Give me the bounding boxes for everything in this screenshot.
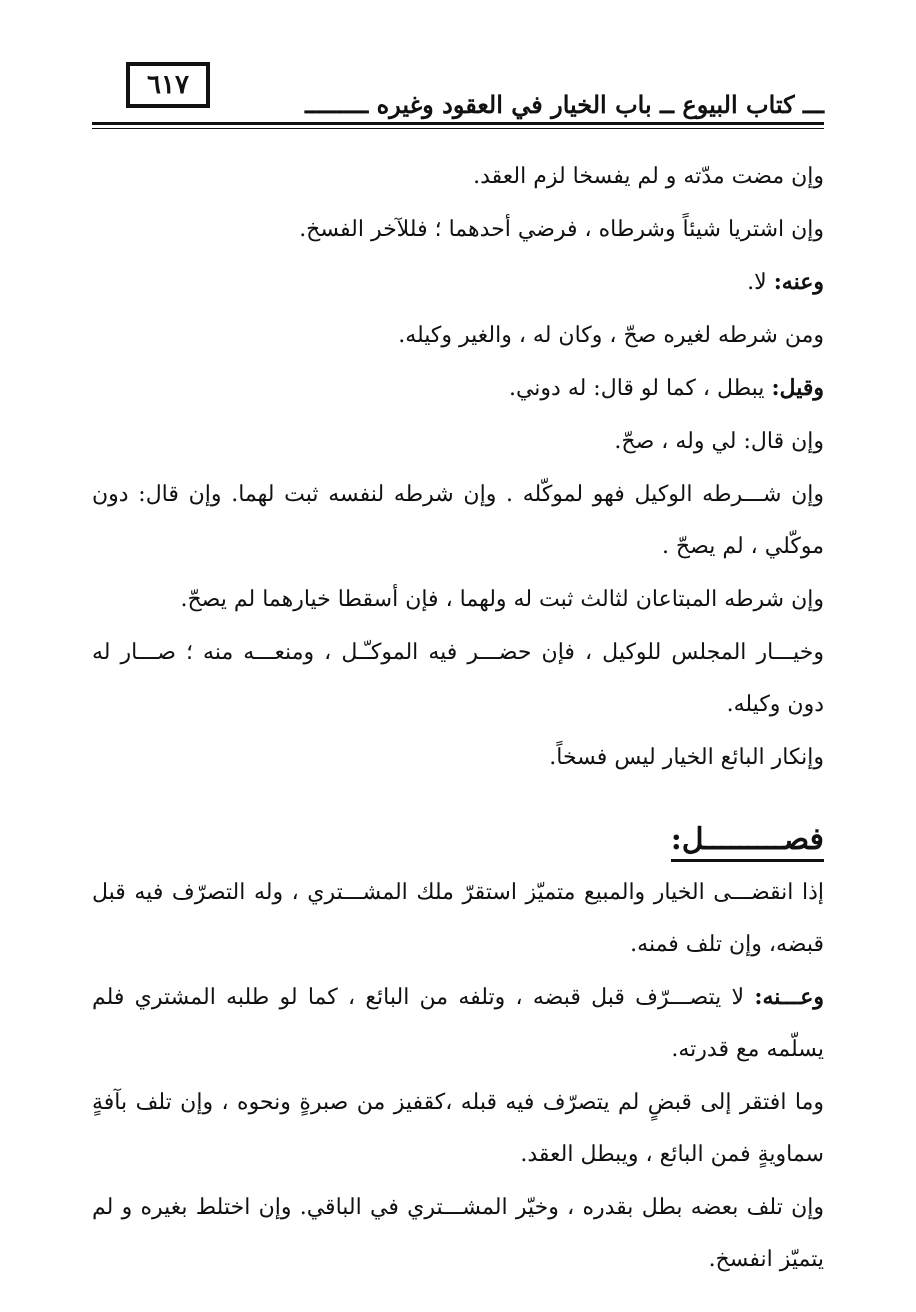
paragraph: إذا انقضـــى الخيار والمبيع متميّز استقرّ ملك المشـــتري ، وله التصرّف فيه قبل قبضه، وإن تلف فمنه.: [92, 880, 824, 957]
page-number: [126, 62, 210, 108]
header-rule: [92, 122, 824, 125]
paragraph: وإن تلف بعضه بطل بقدره ، وخيّر المشـــتري في الباقي. وإن اختلط بغيره و لم يتميّز انفسخ.: [92, 1195, 824, 1272]
paragraph: وإن شرطه المبتاعان لثالث ثبت له ولهما ، فإن أسقطا خيارهما لم يصحّ.: [180, 587, 824, 612]
paragraph: وما افتقر إلى قبضٍ لم يتصرّف فيه قبله ،كقفيز من صبرةٍ ونحوه ، وإن تلف بآفةٍ سماويةٍ فمن البائع ، ويبطل العقد.: [92, 1090, 824, 1167]
running-header: ـــ كتاب البيوع ــ باب الخيار في العقود وغيره ـــــــــ: [304, 90, 824, 119]
section-heading: [92, 814, 824, 866]
paragraphs-bottom: [92, 866, 824, 1286]
paragraph: وعنه: لا.: [747, 269, 824, 295]
paragraph: وخيـــار المجلس للوكيل ، فإن حضـــر فيه الموكـّـل ، ومنعـــه منه ؛ صـــار له دون وكيله.: [92, 640, 824, 717]
paragraph: وعـــنه: لا يتصـــرّف قبل قبضه ، وتلفه من البائع ، كما لو طلبه المشتري فلم يسلّمه مع قدرته.: [92, 984, 824, 1062]
paragraph: وإن مضت مدّته و لم يفسخا لزم العقد.: [473, 164, 824, 189]
paragraph: ومن شرطه لغيره صحّ ، وكان له ، والغير وكيله.: [398, 323, 824, 348]
page-body: [92, 150, 824, 1286]
section-heading-text: فصـــــــــل:: [671, 822, 824, 862]
paragraph: وإن قال: لي وله ، صحّ.: [614, 429, 824, 454]
header-rule-thin: [92, 128, 824, 129]
paragraph: وإنكار البائع الخيار ليس فسخاً.: [549, 745, 824, 770]
page-number-text: ٦١٧: [147, 70, 189, 100]
paragraph: وقيل: يبطل ، كما لو قال: له دوني.: [508, 375, 824, 401]
paragraphs-top: [92, 150, 824, 784]
paragraph: وإن شـــرطه الوكيل فهو لموكّله . وإن شرطه لنفسه ثبت لهما. وإن قال: دون موكّلي ، لم يصحّ .: [92, 482, 824, 559]
paragraph: وإن اشتريا شيئاً وشرطاه ، فرضي أحدهما ؛ فللآخر الفسخ.: [299, 217, 824, 242]
